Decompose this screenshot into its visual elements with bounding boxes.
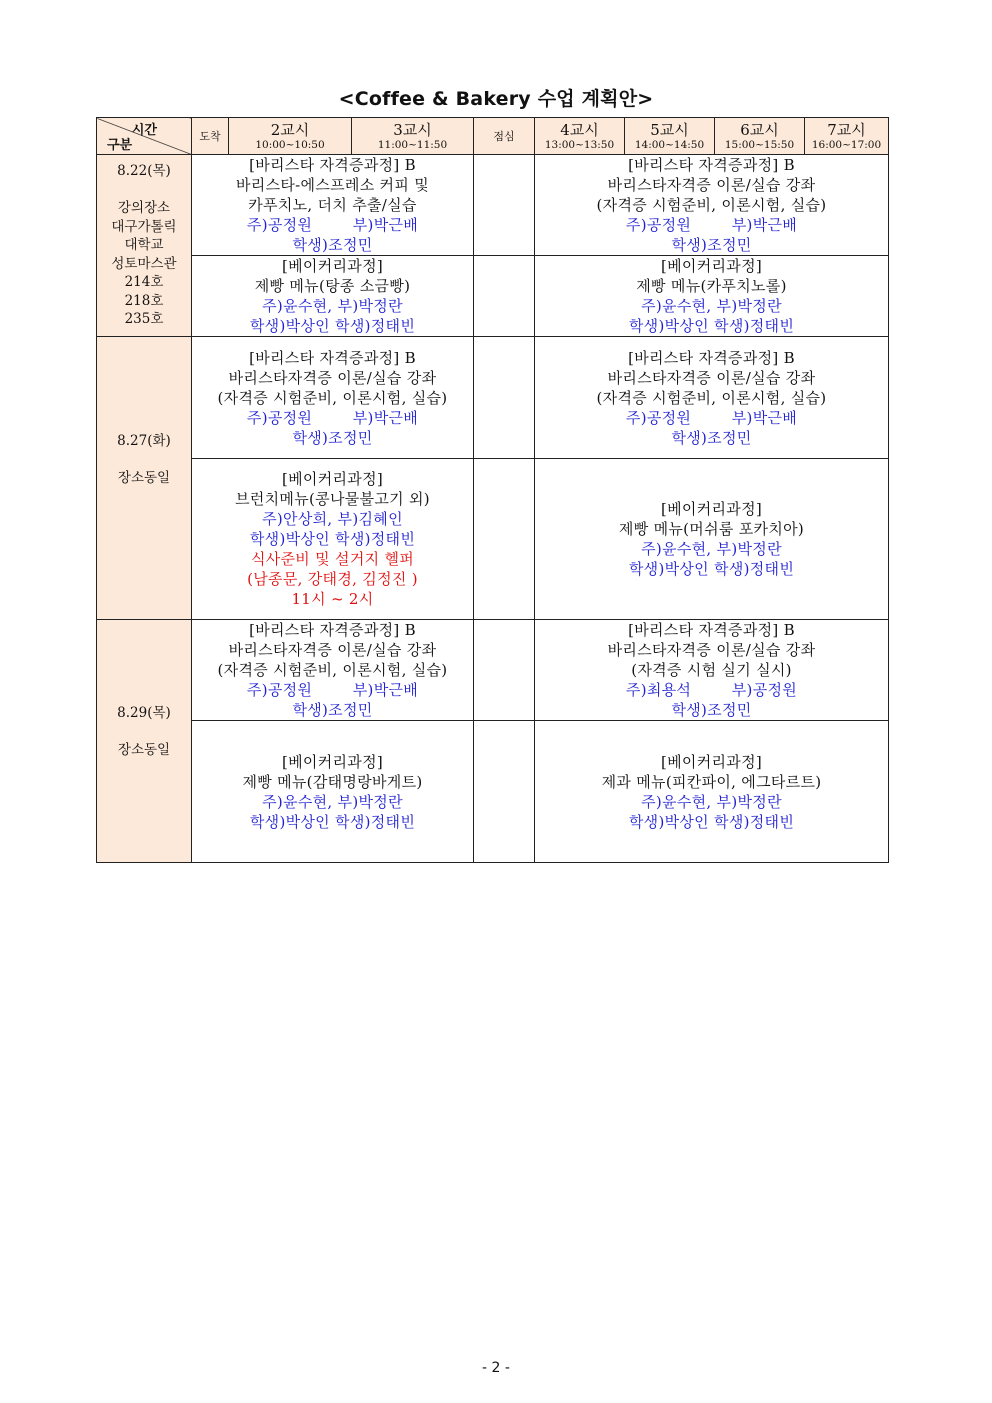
header-period-5: 5교시 14:00~14:50 bbox=[625, 118, 715, 155]
bakery-am-cell: [베이커리과정] 제빵 메뉴(탕종 소금빵) 주)윤수현, 부)박정란 학생)박상인 학생)정태빈 bbox=[192, 256, 474, 337]
header-category-label: 구분 bbox=[107, 138, 133, 153]
table-row bbox=[97, 256, 889, 337]
schedule-table bbox=[96, 117, 889, 863]
barista-pm-cell: [바리스타 자격증과정] B 바리스타자격증 이론/실습 강좌 (자격증 시험 실기 실시) 주)최용석 부)공정원 학생)조정민 bbox=[535, 620, 889, 721]
lunch-cell bbox=[474, 459, 535, 620]
bakery-am-cell: [베이커리과정] 제빵 메뉴(감태명랑바게트) 주)윤수현, 부)박정란 학생)박상인 학생)정태빈 bbox=[192, 721, 474, 863]
place-label: 강의장소 bbox=[117, 200, 171, 217]
lunch-cell bbox=[474, 620, 535, 721]
bakery-am-cell: [베이커리과정] 브런치메뉴(콩나물불고기 외) 주)안상희, 부)김혜인 학생)박상인 학생)정태빈 식사준비 및 설거지 헬퍼 (남종문, 강태경, 김정진 ) 11시 ~ 2시 bbox=[192, 459, 474, 620]
place-label: 장소동일 bbox=[117, 742, 171, 758]
table-row bbox=[97, 337, 889, 459]
header-period-7: 7교시 16:00~17:00 bbox=[805, 118, 889, 155]
lunch-cell bbox=[474, 155, 535, 256]
barista-pm-cell: [바리스타 자격증과정] B 바리스타자격증 이론/실습 강좌 (자격증 시험준비, 이론시험, 실습) 주)공정원 부)박근배 학생)조정민 bbox=[535, 155, 889, 256]
day-cell-0822: 8.22(목) 강의장소 대구가톨릭 대학교 성토마스관 214호 218호 235호 bbox=[97, 155, 192, 337]
table-row bbox=[97, 620, 889, 721]
lunch-cell bbox=[474, 721, 535, 863]
date-label: 8.22(목) bbox=[117, 163, 171, 180]
barista-am-cell: [바리스타 자격증과정] B 바리스타자격증 이론/실습 강좌 (자격증 시험준비, 이론시험, 실습) 주)공정원 부)박근배 학생)조정민 bbox=[192, 337, 474, 459]
page-number: - 2 - bbox=[482, 1360, 510, 1376]
barista-am-cell: [바리스타 자격증과정] B 바리스타자격증 이론/실습 강좌 (자격증 시험준비, 이론시험, 실습) 주)공정원 부)박근배 학생)조정민 bbox=[192, 620, 474, 721]
header-period-3: 3교시 11:00~11:50 bbox=[352, 118, 474, 155]
date-label: 8.29(목) bbox=[117, 705, 171, 721]
page-title: <Coffee & Bakery 수업 계획안> bbox=[338, 88, 654, 110]
bakery-pm-cell: [베이커리과정] 제과 메뉴(피칸파이, 에그타르트) 주)윤수현, 부)박정란 학생)박상인 학생)정태빈 bbox=[535, 721, 889, 863]
header-corner bbox=[97, 118, 192, 155]
header-period-4: 4교시 13:00~13:50 bbox=[535, 118, 625, 155]
header-row bbox=[97, 118, 889, 155]
table-row bbox=[97, 721, 889, 863]
lunch-cell bbox=[474, 256, 535, 337]
header-lunch: 점심 bbox=[474, 118, 535, 155]
place-label: 장소동일 bbox=[117, 469, 171, 486]
header-arrival: 도착 bbox=[192, 118, 229, 155]
bakery-pm-cell: [베이커리과정] 제빵 메뉴(머쉬룸 포카치아) 주)윤수현, 부)박정란 학생)박상인 학생)정태빈 bbox=[535, 459, 889, 620]
barista-pm-cell: [바리스타 자격증과정] B 바리스타자격증 이론/실습 강좌 (자격증 시험준비, 이론시험, 실습) 주)공정원 부)박근배 학생)조정민 bbox=[535, 337, 889, 459]
header-period-6: 6교시 15:00~15:50 bbox=[715, 118, 805, 155]
table-row bbox=[97, 155, 889, 256]
date-label: 8.27(화) bbox=[117, 432, 171, 449]
day-cell-0827 bbox=[97, 337, 192, 620]
header-period-2: 2교시 10:00~10:50 bbox=[229, 118, 352, 155]
bakery-pm-cell: [베이커리과정] 제빵 메뉴(카푸치노롤) 주)윤수현, 부)박정란 학생)박상인 학생)정태빈 bbox=[535, 256, 889, 337]
barista-am-cell: [바리스타 자격증과정] B 바리스타-에스프레소 커피 및 카푸치노, 더치 추출/실습 주)공정원 부)박근배 학생)조정민 bbox=[192, 155, 474, 256]
header-time-label: 시간 bbox=[131, 123, 157, 138]
lunch-cell bbox=[474, 337, 535, 459]
table-row bbox=[97, 459, 889, 620]
day-cell-0829 bbox=[97, 620, 192, 863]
